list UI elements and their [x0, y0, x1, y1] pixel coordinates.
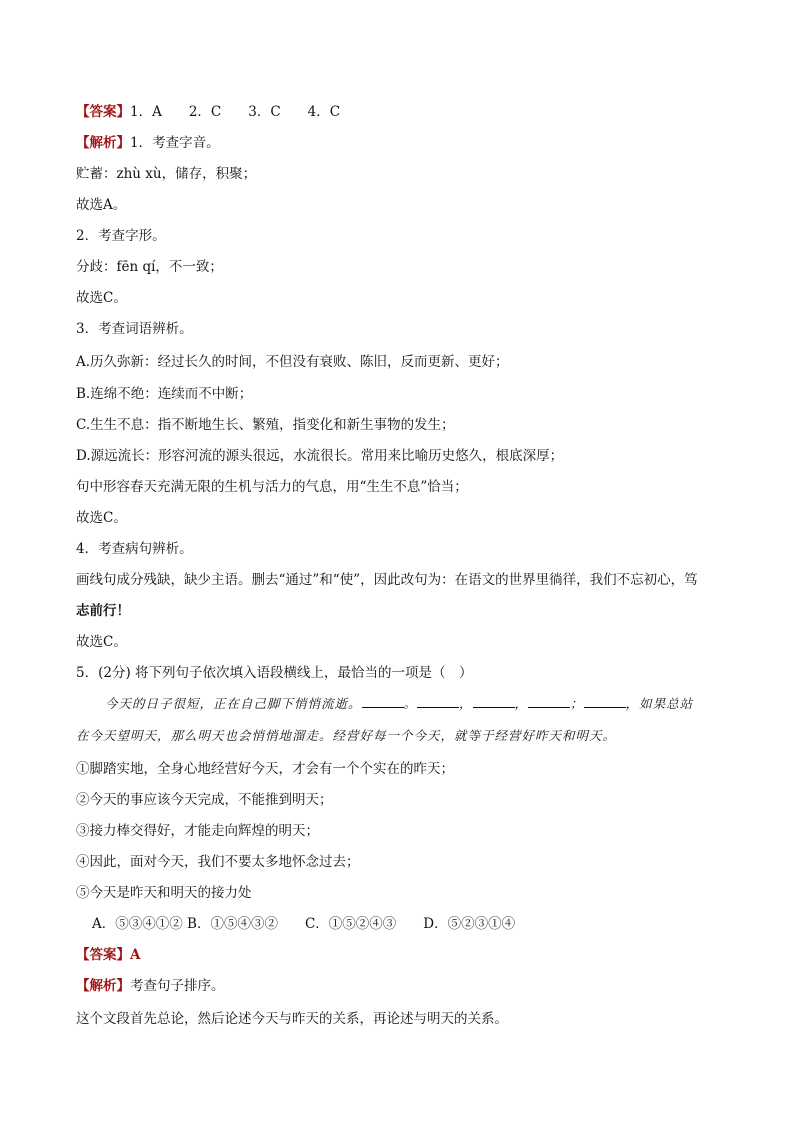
passage-line-2: 在今天望明天，那么明天也会悄悄地溜走。经营好每一个今天，就等于经营好昨天和明天。: [76, 728, 617, 743]
analysis-tag-5: 【解析】: [76, 978, 130, 994]
analysis-5-text: 考查句子排序。: [130, 978, 225, 994]
sentence-2: ②今天的事应该今天完成，不能推到明天；: [76, 792, 333, 808]
analysis-2-head: 2．考查字形。: [76, 228, 166, 244]
analysis-3-reason: 句中形容春天充满无限的生机与活力的气息，用“生生不息”恰当；: [76, 479, 468, 495]
fill-blank-3: [473, 695, 515, 708]
analysis-1-head: 1．考查字音。: [130, 135, 220, 151]
passage-punct-2: ，: [459, 696, 473, 711]
analysis-2-line-1: 分歧：fēn qí，不一致；: [76, 259, 223, 275]
passage-text-2: ，如果总站: [625, 696, 694, 711]
answer-text-5: A: [130, 947, 141, 963]
question-5-stem: 5．(2分) 将下列句子依次填入语段横线上，最恰当的一项是（ ）: [76, 665, 473, 681]
analysis-4-line-2: 志前行！: [76, 603, 130, 619]
analysis-5-line-2: 这个文段首先总论，然后论述今天与昨天的关系，再论述与明天的关系。: [76, 1011, 508, 1027]
sentence-1: ①脚踏实地，全身心地经营好今天，才会有一个个实在的昨天；: [76, 761, 454, 777]
sentence-5: ⑤今天是昨天和明天的接力处: [76, 885, 252, 901]
analysis-3-option-d: D.源远流长：形容河流的源头很远，水流很长。常用来比喻历史悠久，根底深厚；: [76, 448, 564, 464]
analysis-4-line-1: 画线句成分残缺，缺少主语。删去“通过”和“使”，因此改句为：在语文的世界里徜徉，我们不忘初心，笃: [76, 572, 698, 588]
analysis-1-line-2: 故选A。: [76, 197, 127, 213]
answer-tag-5: 【答案】: [76, 947, 130, 963]
answer-line-5: [76, 946, 140, 964]
passage-text-1: 今天的日子很短，正在自己脚下悄悄流逝。: [105, 696, 362, 711]
passage-punct-4: ；: [570, 696, 584, 711]
analysis-2-line-2: 故选C。: [76, 290, 127, 306]
analysis-3-option-b: B.连绵不绝：连续而不中断；: [76, 386, 253, 402]
sentence-4: ④因此，面对今天，我们不要太多地怀念过去；: [76, 854, 360, 870]
analysis-4-line-3: 故选C。: [76, 634, 127, 650]
answer-text: 1．A 2．C 3．C 4．C: [130, 104, 341, 120]
answer-tag: 【答案】: [76, 104, 130, 120]
answer-line-1-4: [76, 103, 340, 121]
passage-punct-1: 。: [403, 696, 418, 711]
analysis-line-5: [76, 977, 225, 995]
analysis-3-option-a: A.历久弥新：经过长久的时间，不但没有衰败、陈旧，反而更新、更好；: [76, 354, 509, 370]
fill-blank-1: [362, 695, 404, 708]
analysis-tag: 【解析】: [76, 135, 130, 151]
fill-blank-5: [584, 695, 626, 708]
analysis-3-conclusion: 故选C。: [76, 510, 127, 526]
question-5-options: A．⑤③④①② B．①⑤④③② C．①⑤②④③ D．⑤②③①④: [92, 916, 516, 932]
analysis-4-head: 4．考查病句辨析。: [76, 541, 193, 557]
sentence-3: ③接力棒交得好，才能走向辉煌的明天；: [76, 823, 319, 839]
analysis-1-line-1: 贮蓄：zhù xù，储存，积聚；: [76, 166, 257, 182]
passage-line-1: [105, 695, 721, 713]
passage-punct-3: ，: [514, 696, 529, 711]
analysis-3-option-c: C.生生不息：指不断地生长、繁殖，指变化和新生事物的发生；: [76, 417, 455, 433]
analysis-3-head: 3．考查词语辨析。: [76, 321, 193, 337]
fill-blank-4: [528, 695, 570, 708]
fill-blank-2: [417, 695, 459, 708]
analysis-line-1: [76, 134, 220, 152]
